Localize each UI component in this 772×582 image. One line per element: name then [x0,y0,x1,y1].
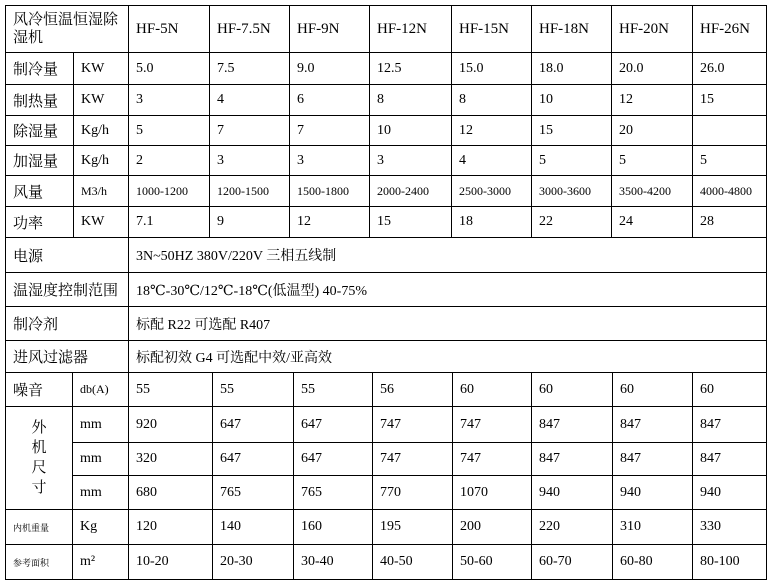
spec-value: 3 [128,84,210,116]
dimension-value: 940 [692,475,767,510]
row-unit: M3/h [73,175,129,207]
model-header: HF-12N [369,5,452,53]
spec-value: 10 [369,115,452,146]
spec-value: 2 [128,145,210,176]
weight-value: 120 [128,509,213,545]
spec-value: 1500-1800 [289,175,370,207]
span-label: 温湿度控制范围 [5,272,129,307]
weight-value: 200 [452,509,532,545]
weight-unit: Kg [72,509,129,545]
spec-value: 9.0 [289,52,370,85]
dimensions-label-char: 寸 [31,480,47,496]
spec-value: 15.0 [451,52,532,85]
spec-value: 8 [451,84,532,116]
noise-unit: db(A) [72,372,129,407]
dimension-unit: mm [72,442,129,476]
dimension-value: 747 [452,406,532,443]
dimension-value: 680 [128,475,213,510]
spec-value: 5 [128,115,210,146]
spec-value: 5.0 [128,52,210,85]
dimension-value: 920 [128,406,213,443]
row-label: 制热量 [5,84,74,116]
spec-value: 10 [531,84,612,116]
dimension-value: 765 [293,475,373,510]
dimension-unit: mm [72,406,129,443]
dimensions-label-char: 外 [31,420,47,436]
dimension-value: 847 [612,442,693,476]
spec-value: 28 [692,206,767,238]
dimension-unit: mm [72,475,129,510]
spec-value: 7.1 [128,206,210,238]
dimension-value: 747 [452,442,532,476]
dimension-value: 1070 [452,475,532,510]
span-label: 电源 [5,237,129,273]
model-header: HF-7.5N [209,5,290,53]
area-value: 40-50 [372,544,453,580]
area-unit: m² [72,544,129,580]
spec-table [5,5,768,580]
spec-value: 15 [692,84,767,116]
spec-value: 15 [369,206,452,238]
dimension-value: 647 [293,406,373,443]
dimension-value: 847 [531,406,613,443]
spec-value: 20 [611,115,693,146]
noise-value: 55 [212,372,294,407]
spec-value: 5 [692,145,767,176]
span-value: 标配 R22 可选配 R407 [128,306,767,341]
spec-value: 6 [289,84,370,116]
spec-value: 3000-3600 [531,175,612,207]
spec-value: 12 [611,84,693,116]
dimension-value: 647 [293,442,373,476]
dimension-value: 940 [531,475,613,510]
dimension-value: 747 [372,406,453,443]
row-label: 加湿量 [5,145,74,176]
model-header: HF-9N [289,5,370,53]
dimension-value: 647 [212,406,294,443]
span-value: 18℃-30℃/12℃-18℃(低温型) 40-75% [128,272,767,307]
spec-value: 26.0 [692,52,767,85]
dimensions-label-char: 机 [31,440,47,456]
spec-value: 1000-1200 [128,175,210,207]
spec-value: 22 [531,206,612,238]
area-value: 80-100 [692,544,767,580]
area-label: 参考面积 [5,544,73,580]
model-header: HF-26N [692,5,767,53]
noise-value: 55 [128,372,213,407]
row-label: 除湿量 [5,115,74,146]
spec-value: 4000-4800 [692,175,767,207]
noise-value: 55 [293,372,373,407]
row-unit: KW [73,52,129,85]
spec-value: 20.0 [611,52,693,85]
model-header: HF-18N [531,5,612,53]
dimensions-label-char: 尺 [31,460,47,476]
row-unit: Kg/h [73,145,129,176]
row-unit: KW [73,206,129,238]
spec-value: 7 [289,115,370,146]
row-unit: Kg/h [73,115,129,146]
weight-value: 310 [612,509,693,545]
spec-value: 2000-2400 [369,175,452,207]
weight-value: 140 [212,509,294,545]
model-header: HF-15N [451,5,532,53]
row-label: 制冷量 [5,52,74,85]
spec-value: 12 [289,206,370,238]
span-value: 标配初效 G4 可选配中效/亚高效 [128,340,767,373]
row-label: 风量 [5,175,74,207]
spec-value: 18 [451,206,532,238]
noise-value: 60 [531,372,613,407]
dimension-value: 847 [531,442,613,476]
spec-value: 3 [209,145,290,176]
spec-value: 7 [209,115,290,146]
model-header: HF-20N [611,5,693,53]
dimensions-label [5,406,73,510]
spec-value: 24 [611,206,693,238]
spec-value: 5 [531,145,612,176]
spec-value: 15 [531,115,612,146]
spec-value: 4 [451,145,532,176]
model-header: HF-5N [128,5,210,53]
dimension-value: 320 [128,442,213,476]
spec-value: 12.5 [369,52,452,85]
span-label: 制冷剂 [5,306,129,341]
area-value: 20-30 [212,544,294,580]
dimension-value: 747 [372,442,453,476]
row-label: 功率 [5,206,74,238]
spec-value: 1200-1500 [209,175,290,207]
dimension-value: 647 [212,442,294,476]
weight-value: 330 [692,509,767,545]
spec-value: 7.5 [209,52,290,85]
dimension-value: 940 [612,475,693,510]
area-value: 50-60 [452,544,532,580]
spec-value: 4 [209,84,290,116]
row-unit: KW [73,84,129,116]
spec-value: 12 [451,115,532,146]
spec-value: 18.0 [531,52,612,85]
noise-value: 56 [372,372,453,407]
spec-value: 9 [209,206,290,238]
spec-value: 5 [611,145,693,176]
noise-value: 60 [452,372,532,407]
weight-value: 195 [372,509,453,545]
dimension-value: 765 [212,475,294,510]
area-value: 30-40 [293,544,373,580]
weight-value: 220 [531,509,613,545]
span-label: 进风过滤器 [5,340,129,373]
weight-label: 内机重量 [5,509,73,545]
dimension-value: 770 [372,475,453,510]
spec-value: 3 [369,145,452,176]
area-value: 60-80 [612,544,693,580]
spec-value [692,115,767,146]
noise-value: 60 [612,372,693,407]
header-title: 风冷恒温恒湿除湿机 [5,5,129,53]
dimension-value: 847 [612,406,693,443]
dimension-value: 847 [692,442,767,476]
area-value: 60-70 [531,544,613,580]
weight-value: 160 [293,509,373,545]
spec-value: 8 [369,84,452,116]
dimensions-label-text [31,418,46,498]
area-value: 10-20 [128,544,213,580]
noise-label: 噪音 [5,372,73,407]
noise-value: 60 [692,372,767,407]
dimension-value: 847 [692,406,767,443]
spec-value: 2500-3000 [451,175,532,207]
spec-value: 3500-4200 [611,175,693,207]
span-value: 3N~50HZ 380V/220V 三相五线制 [128,237,767,273]
spec-value: 3 [289,145,370,176]
